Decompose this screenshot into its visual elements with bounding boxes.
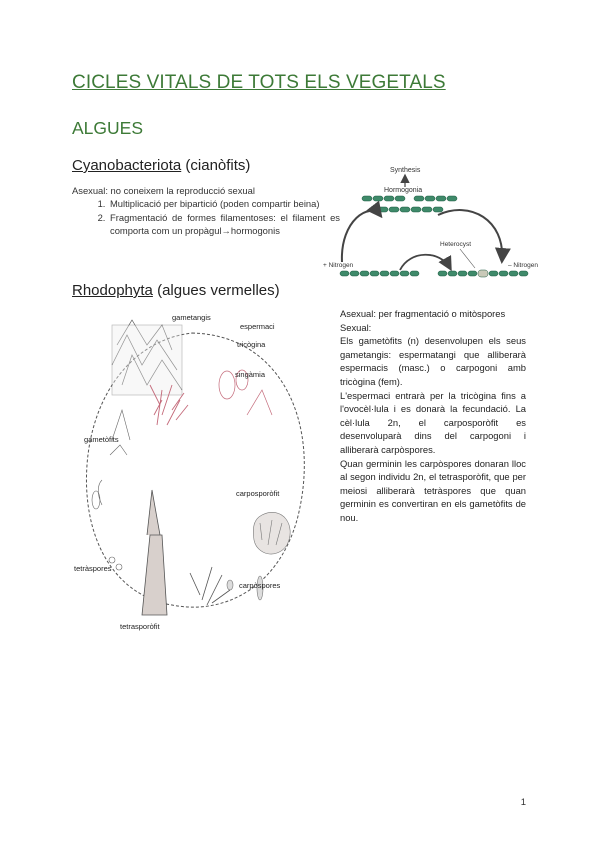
- rhodo-heading-main: Rhodophyta: [72, 282, 153, 299]
- plus-nitrogen-label: + Nitrogen: [323, 262, 354, 269]
- tetrasporofit-drawing: [142, 490, 230, 615]
- rhodo-paragraph: Quan germinin les carpòspores donaran lloc al segon individu 2n, el tetrasporòfit, que per meiosi alliberarà tetràspores que quan germinin es convertiran en els gametòfits de nou.: [340, 457, 526, 523]
- page-number: 1: [520, 797, 526, 808]
- cyano-heading-main: Cyanobacteriota: [72, 157, 182, 174]
- list-item: 2. Fragmentació de formes filamentoses: el filament es comporta com un propàgul→hormogonis: [108, 211, 340, 237]
- cyano-list: [82, 197, 340, 239]
- rhodo-paragraph: L'espermaci entrarà per la tricògina fins a l'ovocèl·lula i es donarà la fecundació. La cèl·lula 2n, el carposporòfit es desenvoluparà dins del carpogoni i alliberarà carpòspores.: [340, 389, 526, 455]
- filament-right: [438, 270, 528, 277]
- hormogonia-filaments: [362, 196, 457, 212]
- minus-nitrogen-label: – Nitrogen: [508, 262, 538, 269]
- tetraspores-drawing: [92, 491, 122, 570]
- heterocyst-label: Heterocyst: [440, 241, 472, 248]
- rhodo-cycle-figure: [72, 305, 332, 635]
- cyano-cycle-figure: [320, 160, 545, 282]
- gametangis-label: gametangis: [172, 313, 211, 322]
- tetraspores-label: tetràspores: [74, 564, 112, 573]
- rhodo-description: [340, 307, 526, 525]
- cyano-asexual-text: Asexual: no coneixem la reproducció sexual: [72, 185, 255, 196]
- carposporofit-label: carposporòfit: [236, 489, 280, 498]
- carpospores-label: carpòspores: [239, 581, 281, 590]
- cyano-heading: [72, 157, 250, 174]
- carposporofit-drawing: [253, 512, 290, 554]
- rhodo-paragraph: Els gametòfits (n) desenvolupen els seus gametangis: espermatangi que alliberarà espermacis (masc.) o carpogoni amb tricògina (fem).: [340, 335, 526, 387]
- tetrasporofit-label: tetrasporòfit: [120, 622, 160, 631]
- gametangis-drawing: [112, 320, 182, 395]
- singamia-label: singàmia: [235, 370, 266, 379]
- list-item: 1. Multiplicació per bipartició (poden compartir beina): [108, 197, 340, 210]
- hormogonia-label: Hormogonia: [384, 187, 423, 194]
- gametofits-label: gametòfits: [84, 435, 119, 444]
- tricogina-label: tricògina: [237, 340, 266, 349]
- section-heading: ALGUES: [72, 118, 143, 138]
- filament-left: [340, 271, 419, 276]
- rhodo-paragraph: Asexual: per fragmentació o mitòspores: [340, 308, 506, 319]
- espermaci-label: espermaci: [240, 322, 275, 331]
- gametofit-small-drawings: [98, 410, 130, 505]
- document-title: CICLES VITALS DE TOTS ELS VEGETALS: [72, 72, 446, 93]
- cyano-heading-sub: (cianòfits): [181, 157, 251, 174]
- rhodo-heading-sub: (algues vermelles): [152, 282, 280, 299]
- synthesis-label: Synthesis: [390, 167, 421, 174]
- rhodo-paragraph: Sexual:: [340, 321, 372, 333]
- rhodo-heading: [72, 282, 280, 299]
